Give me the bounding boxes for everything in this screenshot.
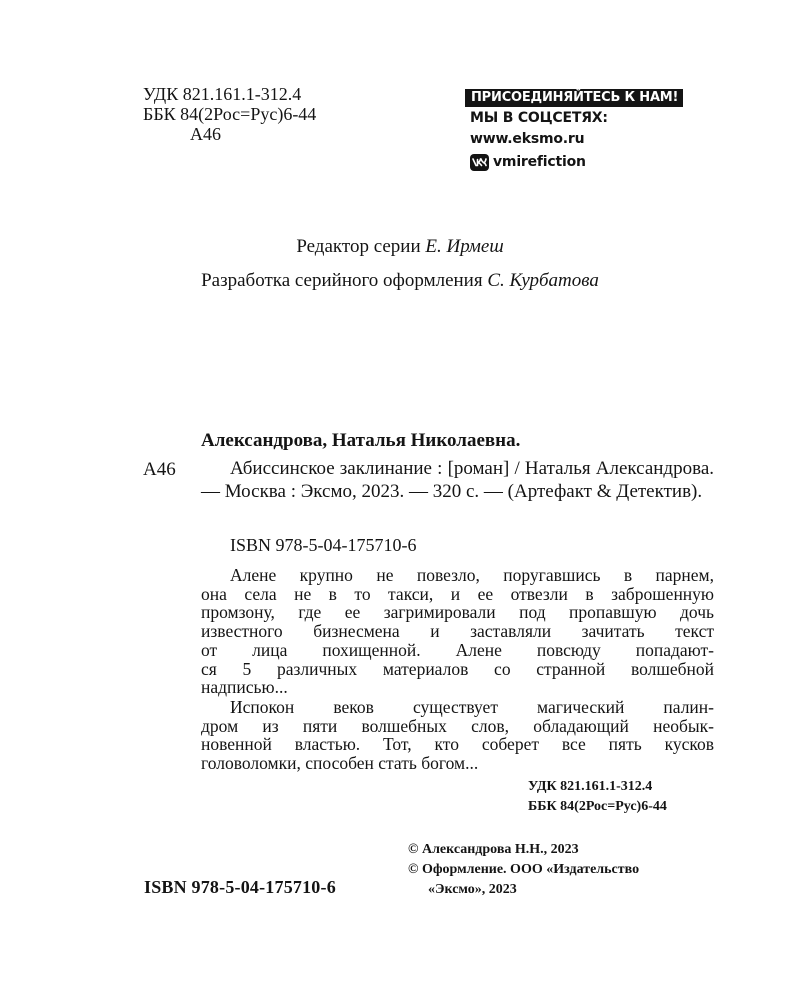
copyright-block <box>408 840 639 900</box>
copyright-author: © Александрова Н.Н., 2023 <box>408 842 579 857</box>
annotation-line: новенной властью. Тот, кто соберет все пять кусков <box>201 734 714 755</box>
editor-name: Е. Ирмеш <box>425 236 504 257</box>
design-credit <box>0 270 800 292</box>
author-mark: А46 <box>190 124 221 144</box>
annotation-line: Испокон веков существует магический палин- <box>230 696 714 717</box>
bbk-code: ББК 84(2Рос=Рус)6-44 <box>143 104 317 124</box>
annotation-line: головоломки, способен стать богом... <box>201 753 479 774</box>
annotation-line: ся 5 различных материалов со странной волшебной <box>201 658 714 679</box>
design-label: Разработка серийного оформления <box>201 270 483 291</box>
annotation-line: от лица похищенной. Алене повсюду попадают- <box>201 639 714 660</box>
annotation <box>201 566 714 773</box>
annotation-line: Алене крупно не повезло, поругавшись в парнем, <box>230 565 714 585</box>
vk-link[interactable] <box>465 151 683 173</box>
annotation-paragraph-2 <box>201 698 714 773</box>
social-block <box>465 86 683 173</box>
copyright-design: © Оформление. ООО «Издательство <box>408 862 640 877</box>
annotation-line: надписью... <box>201 677 288 698</box>
series-editor-credit <box>0 236 800 258</box>
card-author: Александрова, Наталья Николаевна. <box>201 430 521 451</box>
isbn-main: ISBN 978-5-04-175710-6 <box>144 877 336 897</box>
classification-block <box>143 84 316 144</box>
copyright-design-cont: «Эксмо», 2023 <box>428 882 517 897</box>
design-name: С. Курбатова <box>487 270 599 291</box>
annotation-line: дром из пяти волшебных слов, обладающий необык- <box>201 715 714 736</box>
card-isbn: ISBN 978-5-04-175710-6 <box>230 535 417 555</box>
website-link[interactable]: www.eksmo.ru <box>470 131 585 147</box>
udk-code: УДК 821.161.1-312.4 <box>143 84 302 104</box>
social-subtitle: МЫ В СОЦСЕТЯХ: <box>470 110 608 126</box>
udk-code-small: УДК 821.161.1-312.4 <box>528 779 653 794</box>
editor-label: Редактор серии <box>296 236 421 257</box>
card-description: Абиссинское заклинание : [роман] / Наталья Александрова. — Москва : Эксмо, 2023. — 320 с. — (Артефакт & Детектив). <box>201 458 714 502</box>
annotation-line: промзону, где ее загримировали под пропавшую дочь <box>201 602 714 623</box>
annotation-codes <box>528 777 667 817</box>
bbk-code-small: ББК 84(2Рос=Рус)6-44 <box>528 799 667 814</box>
card-code: А46 <box>143 459 176 480</box>
annotation-line: она села не в то такси, и ее отвезли в заброшенную <box>201 583 714 604</box>
annotation-line: известного бизнесмена и заставляли зачитать текст <box>201 621 714 642</box>
join-us-banner: ПРИСОЕДИНЯЙТЕСЬ К НАМ! <box>465 89 683 107</box>
vk-handle: vmirefiction <box>493 154 586 170</box>
annotation-paragraph-1 <box>201 566 714 697</box>
vk-icon <box>470 154 489 171</box>
